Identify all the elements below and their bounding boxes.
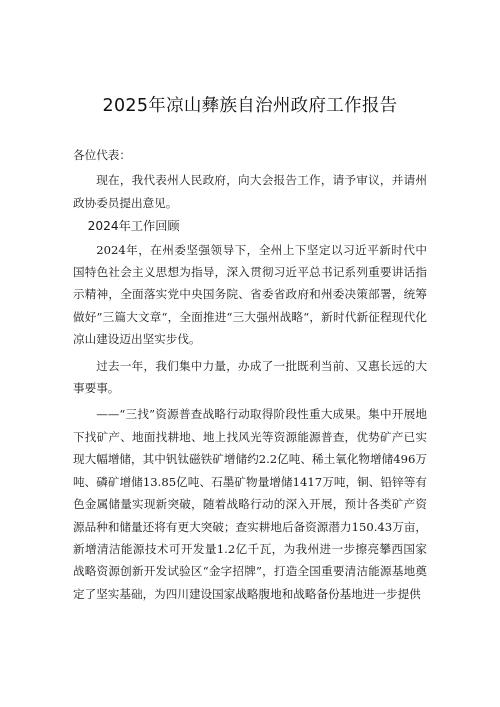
body-paragraph: 2024年，在州委坚强领导下，全州上下坚定以习近平新时代中国特色社会主义思想为指导，深入贯彻习近平总书记系列重要讲话指示精神，全面落实党中央国务院、省委省政府和州委决策部署，统筹做好”三篇大文章“，全面推进“三大强州战略“，新时代新征程现代化凉山建设迈出坚实步伐。 <box>73 242 427 347</box>
salutation: 各位代表： <box>73 148 131 162</box>
opening-paragraph: 现在，我代表州人民政府，向大会报告工作，请予审议，并请州政协委员提出意见。 <box>73 173 427 210</box>
body-paragraph: ——“三找”资源普查战略行动取得阶段性重大成果。集中开展地下找矿产、地面找耕地、地上找风光等资源能源普查，优势矿产已实现大幅增储，其中钒钛磁铁矿增储约2.2亿吨、稀土氧化物增储496万吨、磷矿增储13.85亿吨、石墨矿物量增储1417万吨，铜、铅锌等有色金属储量实现新突破，随着战略行动的深入开展，预计各类矿产资源品种和储量还将有更大突破；查实耕地后备资源潜力150.43万亩，新增清洁能源技术可开发量1.2亿千瓦，为我州进一步擦亮攀西国家战略资源创新开发试验区“金字招牌”，打造全国重要清洁能源基地奠定了坚实基础，为四川建设国家战略腹地和战略备份基地进一步提供 <box>73 407 427 601</box>
document-body <box>73 144 427 605</box>
section-heading: 2024年工作回顾 <box>87 219 180 234</box>
document-title: 2025年凉山彝族自治州政府工作报告 <box>102 96 398 116</box>
body-paragraph: 过去一年，我们集中力量，办成了一批既利当前、又惠长远的大事要事。 <box>73 358 427 396</box>
